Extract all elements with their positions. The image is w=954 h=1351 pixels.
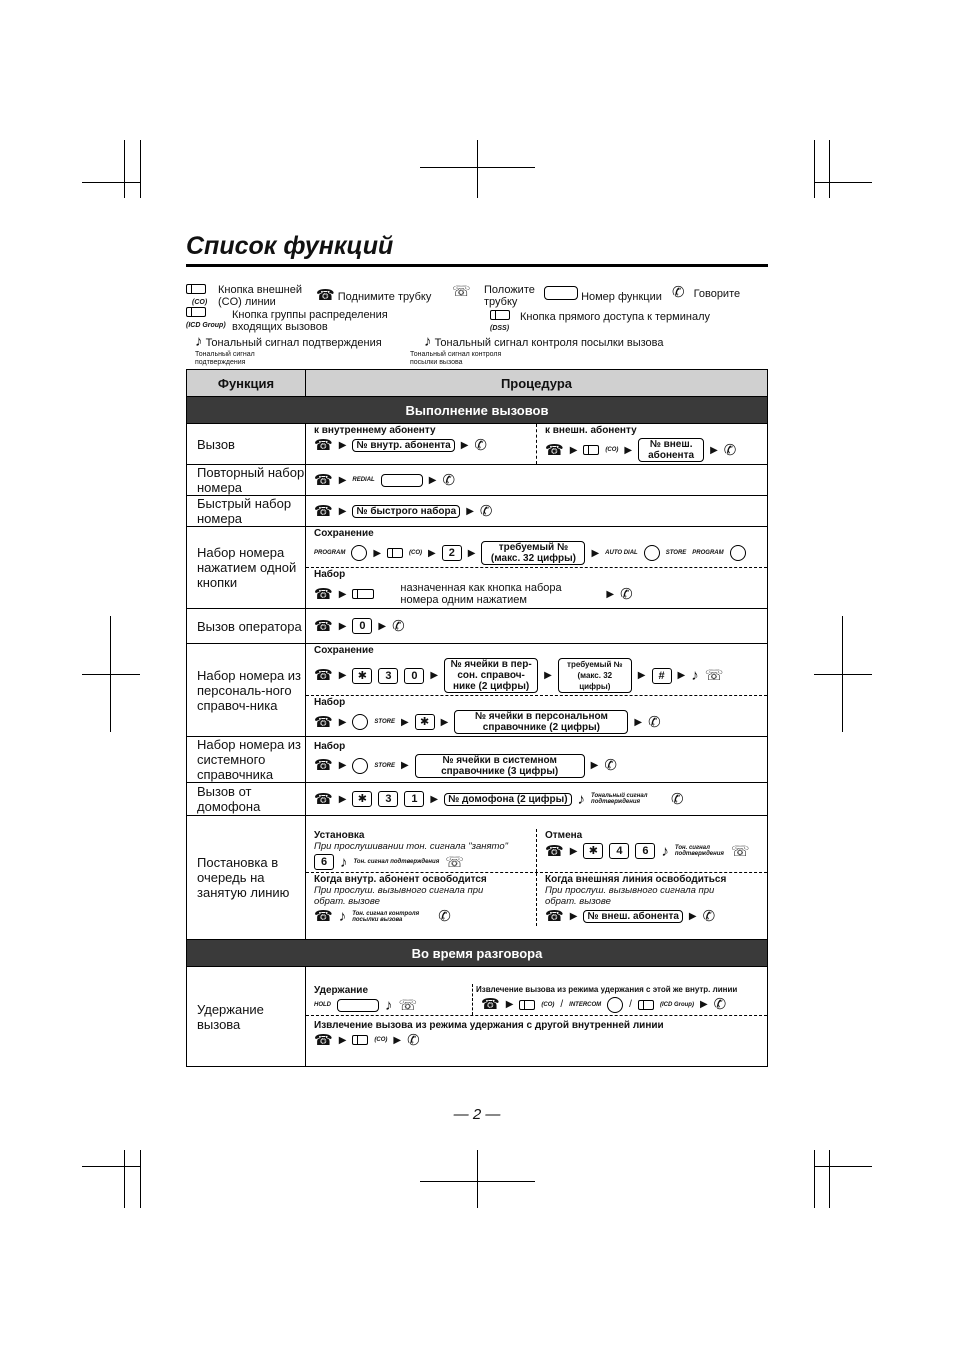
crop-mark <box>814 182 872 183</box>
talk-icon: ✆ <box>474 437 487 454</box>
crop-mark <box>82 674 140 675</box>
retrieve-same-label: Извлечение вызова из режима удержания с этой же внутр. линии <box>476 984 738 994</box>
key-4: 4 <box>609 843 629 859</box>
row-call: Вызов <box>187 424 306 465</box>
co-button-icon <box>352 1035 368 1045</box>
row-personal: Набор номера из персональ-ного справоч-ника <box>187 644 306 737</box>
personal-cell-box: № ячейки в пер-сон. справоч-нике (2 цифры) <box>444 658 538 693</box>
lift-handset-icon: ☎ <box>481 996 500 1013</box>
key-star: ✱ <box>352 668 372 684</box>
key-3: 3 <box>378 791 398 807</box>
intercom-button <box>607 997 623 1013</box>
page-title: Список функций <box>186 232 394 260</box>
crop-mark <box>829 1150 830 1208</box>
legend-talk: ✆ Говорите <box>672 284 741 301</box>
key-star: ✱ <box>415 714 435 730</box>
required-number-box: требуемый № (макс. 32 цифры) <box>481 541 585 565</box>
ringback-tone-icon: ♪ <box>424 333 432 350</box>
lift-handset-icon: ☎ <box>316 287 335 304</box>
hang-up-icon: ☏ <box>704 667 724 684</box>
row-system: Набор номера из системного справочника <box>187 737 306 783</box>
row-redial: Повторный набор номера <box>187 465 306 496</box>
key-6: 6 <box>314 854 334 870</box>
talk-icon: ✆ <box>723 441 737 459</box>
speed-number-box: № быстрого набора <box>352 505 460 518</box>
row-operator: Вызов оператора <box>187 609 306 644</box>
legend-ringback-tone: ♪ Тональный сигнал контроля посылки вызова <box>424 333 664 350</box>
to-ext-label: к внутреннему абоненту <box>314 425 436 436</box>
talk-icon: ✆ <box>479 502 493 520</box>
crop-mark <box>82 1166 140 1167</box>
confirm-tone-icon: ♪ <box>661 842 669 860</box>
lift-handset-icon: ☎ <box>314 757 333 774</box>
crop-mark <box>477 140 478 198</box>
hang-up-icon: ☏ <box>398 996 418 1014</box>
legend-dss: (DSS) <box>490 310 510 335</box>
dial-label: Набор <box>314 569 346 580</box>
crop-mark <box>814 140 815 198</box>
lift-handset-icon: ☎ <box>314 471 333 489</box>
row-hold: Удержание вызова <box>187 967 306 1067</box>
talk-icon: ✆ <box>702 908 716 925</box>
legend-ringback-small: Тональный сигнал контроля посылки вызова <box>410 351 502 366</box>
legend-co: (CO) <box>186 284 207 309</box>
key-2: 2 <box>442 545 462 561</box>
crop-mark <box>140 140 141 198</box>
row-onetouch: Набор номера нажатием одной кнопки <box>187 527 306 609</box>
row-speed: Быстрый набор номера <box>187 496 306 527</box>
confirm-tone-icon: ♪ <box>691 667 699 684</box>
lift-handset-icon: ☎ <box>314 617 333 635</box>
talk-icon: ✆ <box>392 617 405 635</box>
talk-icon: ✆ <box>620 585 633 603</box>
crop-mark <box>124 140 125 198</box>
confirm-tone-icon: ♪ <box>385 996 393 1014</box>
legend-co-label: Кнопка внешней (CO) линии <box>218 284 302 308</box>
key-0: 0 <box>404 668 424 684</box>
legend-hang <box>452 284 471 299</box>
dss-button-icon <box>490 310 510 320</box>
key-star: ✱ <box>583 843 603 859</box>
hang-up-icon: ☏ <box>452 283 471 300</box>
hold-button <box>337 999 379 1012</box>
crop-mark <box>140 1150 141 1208</box>
redial-button <box>381 474 423 487</box>
auto-dial-button <box>352 758 368 774</box>
lift-handset-icon: ☎ <box>314 790 333 808</box>
talk-icon: ✆ <box>438 908 451 925</box>
auto-dial-button <box>352 714 368 730</box>
talk-icon: ✆ <box>442 471 456 489</box>
row-doorphone: Вызов от домофона <box>187 783 306 816</box>
key-1: 1 <box>404 791 424 807</box>
lift-handset-icon: ☎ <box>545 842 564 860</box>
hang-up-icon: ☏ <box>730 842 750 860</box>
row-camp-on: Постановка в очередь на занятую линию <box>187 816 306 940</box>
crop-mark <box>124 1150 125 1208</box>
program-button <box>730 545 746 561</box>
icd-button-icon <box>186 307 206 317</box>
lift-handset-icon: ☎ <box>545 908 564 925</box>
legend-feature: Номер функции <box>544 286 662 303</box>
talk-icon: ✆ <box>672 284 685 301</box>
function-table: Функция Процедура Выполнение вызовов Вызов к внутреннему абоненту ☎ ▶ № внутр. абонента ▶ ✆ к внешн. абоненту ☎ ▶ (CO) ▶ № внеш. абонента ▶ ✆ Повторный набор номера ☎ ▶ REDIAL ▶ ✆ Быстрый набор номера ☎ ▶ № быстрого набора ▶ ✆ Набор номера нажатием одной кнопки Сохранение PROGRAM ▶ (CO) ▶ 2 ▶ требуемый № (макс. 32 цифры) ▶ AUTO DIAL STORE PROGRAM Набор ☎ ▶ назначенная как кнопка набора номера одним нажатием ▶ ✆ Вызов оператора ☎ ▶ 0 ▶ ✆ Набор номера из персональ-ного справоч-ника Сохранение ☎ ▶ ✱ 3 0 ▶ № ячейки в пер-сон. справоч-нике (2 цифры) ▶ требуемый № (макс. 32 цифры) ▶ # ▶ ♪ ☏ Набор ☎ ▶ STORE ▶ ✱ ▶ № ячейки в персональном справочнике (2 цифры) ▶ ✆ Набор номера из системного справочника Набор ☎ ▶ STORE ▶ № ячейки в системном справочнике (3 цифры) ▶ ✆ Вызов от домофона ☎ ▶ ✱ 3 1 ▶ № домофона (2 цифры) ♪ Тональный сигнал подтверждения ✆ Постановка в очередь на занятую линию Установка При прослушивании тон. сигнала "занято" 6 ♪ Тон. сигнал подтверждения ☏ Отмена ☎ ▶ ✱ 4 6 ♪ Тон. сигнал подтверждения ☏ Когда внутр. абонент освободится При прослуш. вызывного сигнала при обрат. вызове ☎ ♪ Тон. сигнал контроля посылки вызова ✆ Когда внешняя линия освободиться При прослуш. вызывного сигнала при обрат. вызове ☎ ▶ № внеш. абонента ▶ ✆ Во время разговора Удержание вызова Удержание HOLD ♪ ☏ Извлечение вызова из режима удержания с этой же внутр. линии ☎ ▶ (CO) / INTERCOM / (ICD Group) ▶ ✆ Извлечение вызова из режима удержания с другой внутренней линии ☎ ▶ (CO) ▶ ✆ <box>186 369 768 1067</box>
ringback-tone-icon: ♪ <box>338 908 347 925</box>
lift-handset-icon: ☎ <box>314 667 333 684</box>
legend-icd-label: Кнопка группы распределения входящих вызовов <box>232 309 388 333</box>
lift-handset-icon: ☎ <box>314 908 333 925</box>
legend-dss-label: Кнопка прямого доступа к терминалу <box>520 311 710 323</box>
lift-handset-icon: ☎ <box>314 437 333 454</box>
talk-icon: ✆ <box>648 713 661 731</box>
co-button-icon <box>387 548 403 558</box>
legend-hang-label: Положите трубку <box>484 284 535 308</box>
talk-icon: ✆ <box>713 996 727 1013</box>
crop-mark <box>477 1150 478 1208</box>
program-button <box>351 545 367 561</box>
crop-mark <box>420 167 535 168</box>
key-6: 6 <box>635 843 655 859</box>
key-star: ✱ <box>352 791 372 807</box>
onetouch-text: назначенная как кнопка набора номера одним нажатием <box>400 582 562 606</box>
key-hash: # <box>652 668 672 684</box>
required-number-box: требуемый № (макс. 32 цифры) <box>558 658 632 693</box>
head-procedure: Процедура <box>306 370 768 397</box>
co-button-icon <box>519 1000 535 1010</box>
confirm-tone-icon: ♪ <box>195 333 203 350</box>
lift-handset-icon: ☎ <box>314 713 333 731</box>
crop-mark <box>829 140 830 198</box>
crop-mark <box>82 182 140 183</box>
title-rule <box>186 264 768 267</box>
personal-cell-box-2: № ячейки в персональном справочнике (2 цифры) <box>454 710 628 734</box>
lift-handset-icon: ☎ <box>545 441 564 459</box>
out-number-box: № внеш. абонента <box>583 910 683 923</box>
lift-handset-icon: ☎ <box>314 1031 333 1049</box>
to-out-label: к внешн. абоненту <box>545 425 637 436</box>
icd-button-icon <box>638 1000 654 1010</box>
crop-mark <box>420 1181 535 1182</box>
legend-icd: (ICD Group) <box>186 307 226 332</box>
co-button-icon <box>186 284 206 294</box>
talk-icon: ✆ <box>604 757 617 774</box>
lift-handset-icon: ☎ <box>314 585 333 603</box>
crop-mark <box>814 674 872 675</box>
ext-number-box: № внутр. абонента <box>352 439 454 452</box>
onetouch-button-icon <box>352 589 374 599</box>
head-function: Функция <box>187 370 306 397</box>
lift-handset-icon: ☎ <box>314 502 333 520</box>
redial-label: REDIAL <box>352 477 375 483</box>
confirm-tone-label: Тональный сигнал подтверждения <box>591 793 648 805</box>
store-label: Сохранение <box>314 528 374 539</box>
auto-dial-button <box>644 545 660 561</box>
confirm-tone-icon: ♪ <box>340 853 348 871</box>
talk-icon: ✆ <box>407 1031 420 1049</box>
doorphone-number-box: № домофона (2 цифры) <box>444 793 571 806</box>
co-button-icon <box>583 445 599 455</box>
legend-confirm-small: Тональный сигнал подтверждения <box>195 351 255 366</box>
system-cell-box: № ячейки в системном справочнике (3 цифры) <box>415 754 585 778</box>
section-making-calls: Выполнение вызовов <box>187 397 768 424</box>
talk-icon: ✆ <box>671 790 684 808</box>
crop-mark <box>814 1166 872 1167</box>
hang-up-icon: ☏ <box>445 853 465 871</box>
crop-mark <box>814 1150 815 1208</box>
key-0: 0 <box>352 618 372 634</box>
section-during-call: Во время разговора <box>187 940 768 967</box>
legend-confirm-tone: ♪ Тональный сигнал подтверждения <box>195 333 382 350</box>
feature-number-icon <box>544 286 578 300</box>
out-number-box: № внеш. абонента <box>638 438 704 462</box>
retrieve-other-label: Извлечение вызова из режима удержания с другой внутренней линии <box>314 1019 664 1031</box>
page-number: — 2 — <box>453 1106 501 1123</box>
key-3: 3 <box>378 668 398 684</box>
confirm-tone-icon: ♪ <box>577 790 586 808</box>
legend-lift: ☎ Поднимите трубку <box>316 287 432 304</box>
